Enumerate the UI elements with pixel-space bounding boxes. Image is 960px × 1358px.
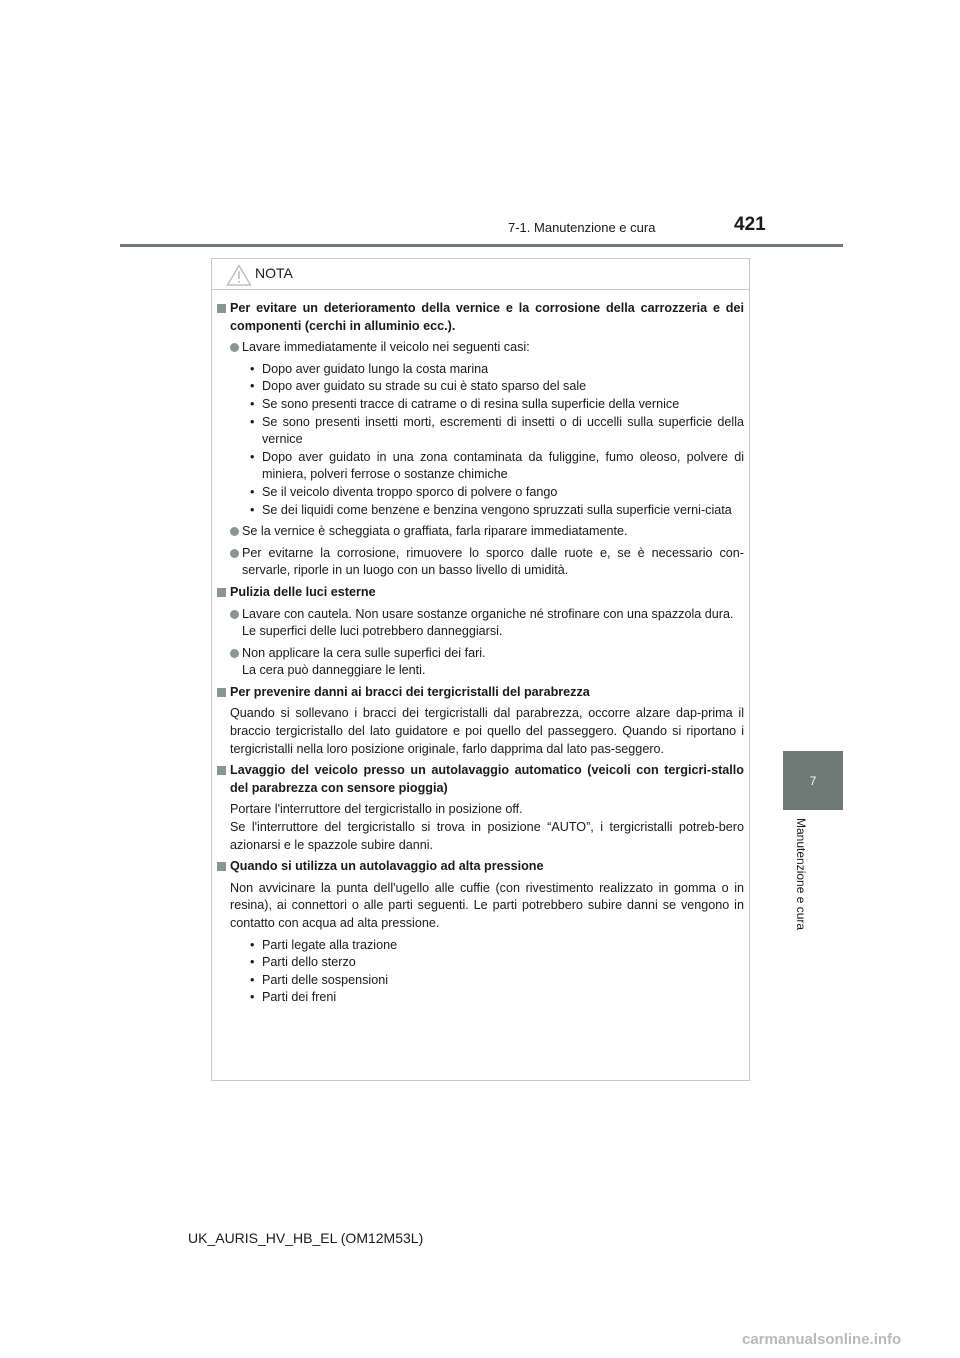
- round-bullet-icon: [230, 343, 239, 352]
- chapter-tab[interactable]: [783, 751, 843, 810]
- square-bullet-icon: [217, 766, 226, 775]
- sub-bullet-item: • Se sono presenti tracce di catrame o di resina sulla superficie della vernice: [250, 396, 680, 411]
- sub-bullet-item: • Dopo aver guidato lungo la costa marina: [250, 361, 489, 376]
- sub-bullet-item: • Parti legate alla trazione: [250, 937, 398, 952]
- header-section-title: 7-1. Manutenzione e cura: [508, 220, 656, 235]
- section-title-wiper-arms: Per prevenire danni ai bracci dei tergicristalli del parabrezza: [217, 684, 744, 702]
- sub-bullet-item: • Se sono presenti insetti morti, escrementi di insetti o di uccelli sulla superficie della vernice: [250, 414, 744, 447]
- square-bullet-icon: [217, 862, 226, 871]
- paragraph: Quando si sollevano i bracci dei tergicristalli dal parabrezza, occorre alzare dap-prima il braccio tergicristallo del lato guidatore e poi quello del passeggero. Quando si riportano i tergicristalli nella loro posizione originale, farlo dapprima dal lato pas-seggero.: [230, 706, 744, 756]
- header-divider: [120, 244, 843, 247]
- document-code: UK_AURIS_HV_HB_EL (OM12M53L): [188, 1230, 424, 1246]
- round-bullet-icon: [230, 549, 239, 558]
- note-header: [212, 259, 749, 290]
- chapter-tab-number: 7: [809, 773, 817, 788]
- square-bullet-icon: [217, 688, 226, 697]
- list-item: Lavare immediatamente il veicolo nei seguenti casi:: [217, 339, 744, 357]
- sub-bullet-list: [217, 361, 744, 519]
- list-item: Se la vernice è scheggiata o graffiata, farla riparare immediatamente.: [217, 523, 744, 541]
- list-item: Lavare con cautela. Non usare sostanze organiche né strofinare con una spazzola dura. Le superfici delle luci potrebbero danneggiarsi.: [217, 606, 744, 641]
- paragraph: Non avvicinare la punta dell'ugello alle cuffie (con rivestimento realizzato in gomma o in resina), ai connettori o alle parti seguenti. Le parti potrebbero subire danni se vengono in contatto con acqua ad alta pressione.: [230, 880, 744, 930]
- list-item: Per evitarne la corrosione, rimuovere lo sporco dalle ruote e, se è necessario con-servarle, riporle in un luogo con un basso livello di umidità.: [217, 545, 744, 580]
- round-bullet-icon: [230, 610, 239, 619]
- sub-bullet-item: • Se dei liquidi come benzene e benzina vengono spruzzati sulla superficie verni-ciata: [250, 502, 732, 517]
- warning-triangle-icon: [226, 264, 252, 286]
- square-bullet-icon: [217, 304, 226, 313]
- square-bullet-icon: [217, 588, 226, 597]
- section-title-automatic-car-wash: Lavaggio del veicolo presso un autolavaggio automatico (veicoli con tergicri-stallo del parabrezza con sensore pioggia): [217, 762, 744, 797]
- section-title-exterior-lights: Pulizia delle luci esterne: [217, 584, 744, 602]
- paragraph: Portare l'interruttore del tergicristallo in posizione off. Se l'interruttore del tergicristallo si trova in posizione “AUTO”, i tergicristalli potreb-bero azionarsi e le spazzole subire danni.: [230, 802, 744, 852]
- sub-bullet-item: • Dopo aver guidato su strade su cui è stato sparso del sale: [250, 379, 587, 394]
- section-title-high-pressure-wash: Quando si utilizza un autolavaggio ad alta pressione: [217, 858, 744, 876]
- section-title-paint-corrosion: Per evitare un deterioramento della vernice e la corrosione della carrozzeria e dei componenti (cerchi in alluminio ecc.).: [217, 300, 744, 335]
- page-number: 421: [734, 214, 766, 235]
- list-item: Non applicare la cera sulle superfici dei fari. La cera può danneggiare le lenti.: [217, 645, 744, 680]
- sub-bullet-item: • Parti delle sospensioni: [250, 972, 389, 987]
- sub-bullet-item: • Se il veicolo diventa troppo sporco di polvere o fango: [250, 484, 558, 499]
- round-bullet-icon: [230, 527, 239, 536]
- sub-bullet-item: • Parti dei freni: [250, 990, 337, 1005]
- note-label: NOTA: [255, 265, 293, 281]
- sub-bullet-list: [217, 937, 744, 1007]
- sub-bullet-item: • Dopo aver guidato in una zona contaminata da fuliggine, fumo oleoso, polvere di miniera, polveri ferrose o sostanze chimiche: [250, 449, 744, 482]
- round-bullet-icon: [230, 649, 239, 658]
- sub-bullet-item: • Parti dello sterzo: [250, 955, 356, 970]
- note-box: [211, 258, 750, 1081]
- chapter-tab-title: Manutenzione e cura: [794, 818, 808, 931]
- watermark[interactable]: carmanualsonline.info: [742, 1331, 902, 1348]
- note-content: [217, 296, 744, 1007]
